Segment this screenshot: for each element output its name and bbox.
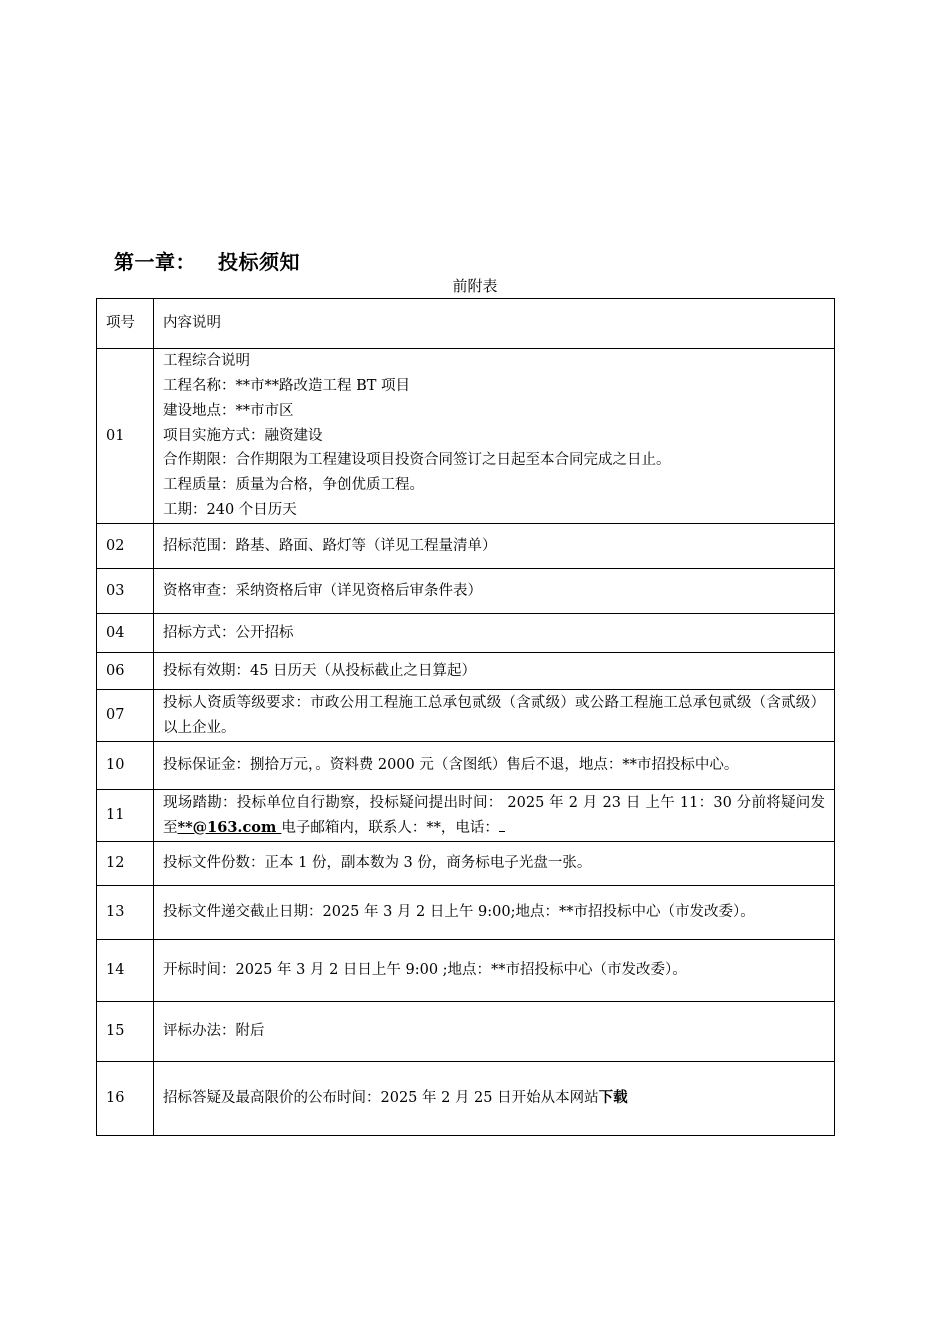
table-row (97, 524, 835, 569)
row-content (154, 349, 835, 524)
row-content: 投标文件递交截止日期：2025 年 3 月 2 日上午 9:00;地点：**市招投标中心（市发改委）。 (154, 886, 835, 940)
table-header-row (97, 299, 835, 349)
row-line: 工期：240 个日历天 (163, 501, 297, 518)
row-no: 04 (97, 614, 154, 653)
row-no: 07 (97, 690, 154, 742)
row-content: 投标文件份数：正本 1 份，副本数为 3 份，商务标电子光盘一张。 (154, 842, 835, 886)
header-no: 项号 (97, 299, 154, 349)
row-no: 01 (97, 349, 154, 524)
row-content (154, 1062, 835, 1136)
table-row (97, 690, 835, 742)
row-line: 工程综合说明 (163, 353, 250, 370)
row-content: 投标有效期：45 日历天（从投标截止之日算起） (154, 653, 835, 690)
row-content: 资格审查：采纳资格后审（详见资格后审条件表） (154, 569, 835, 614)
table-row (97, 569, 835, 614)
row-content: 招标方式：公开招标 (154, 614, 835, 653)
row-line: 工程质量：质量为合格，争创优质工程。 (163, 477, 424, 494)
chapter-title (114, 248, 300, 276)
table-row (97, 742, 835, 790)
table-caption: 前附表 (452, 277, 498, 295)
row-line: 合作期限：合作期限为工程建设项目投资合同签订之日起至本合同完成之日止。 (163, 452, 671, 469)
row-content: 开标时间：2025 年 3 月 2 日日上午 9:00 ;地点：**市招投标中心（市发改委）。 (154, 940, 835, 1002)
table-row (97, 1062, 835, 1136)
header-content: 内容说明 (154, 299, 835, 349)
phone-blank (499, 817, 505, 832)
row-content: 招标范围：路基、路面、路灯等（详见工程量清单） (154, 524, 835, 569)
row-no: 02 (97, 524, 154, 569)
table-row (97, 842, 835, 886)
row-content: 评标办法：附后 (154, 1002, 835, 1062)
row-no: 16 (97, 1062, 154, 1136)
row-line: 建设地点：**市市区 (163, 402, 294, 419)
row-no: 13 (97, 886, 154, 940)
row-text-after: 电子邮箱内，联系人：**，电话： (281, 819, 499, 836)
row-text: 招标答疑及最高限价的公布时间：2025 年 2 月 25 日开始从本网站 (163, 1090, 599, 1107)
table-row (97, 886, 835, 940)
email-link[interactable]: **@163.com (177, 818, 282, 836)
row-text-before: 现场踏勘：投标单位自行勘察，投标疑问提出时间： 2025 年 2 月 23 日 上午 11：30 分前将疑问发至 (163, 795, 825, 836)
row-content: 投标人资质等级要求：市政公用工程施工总承包贰级（含贰级）或公路工程施工总承包贰级（含贰级）以上企业。 (154, 690, 835, 742)
table-row (97, 614, 835, 653)
table-row (97, 653, 835, 690)
chapter-label: 第一章： (114, 250, 196, 274)
download-link[interactable]: 下载 (598, 1089, 628, 1107)
row-no: 03 (97, 569, 154, 614)
row-line: 项目实施方式：融资建设 (163, 427, 323, 444)
row-no: 15 (97, 1002, 154, 1062)
row-no: 10 (97, 742, 154, 790)
row-content (154, 790, 835, 842)
chapter-name: 投标须知 (218, 250, 300, 274)
row-content: 投标保证金：捌拾万元，。资料费 2000 元（含图纸）售后不退，地点：**市招投标中心。 (154, 742, 835, 790)
table-row (97, 349, 835, 524)
appendix-table (96, 298, 835, 1136)
row-no: 11 (97, 790, 154, 842)
table-row (97, 790, 835, 842)
row-no: 14 (97, 940, 154, 1002)
row-no: 06 (97, 653, 154, 690)
table-row (97, 940, 835, 1002)
table-row (97, 1002, 835, 1062)
row-line: 工程名称：**市**路改造工程 BT 项目 (163, 378, 411, 394)
row-no: 12 (97, 842, 154, 886)
